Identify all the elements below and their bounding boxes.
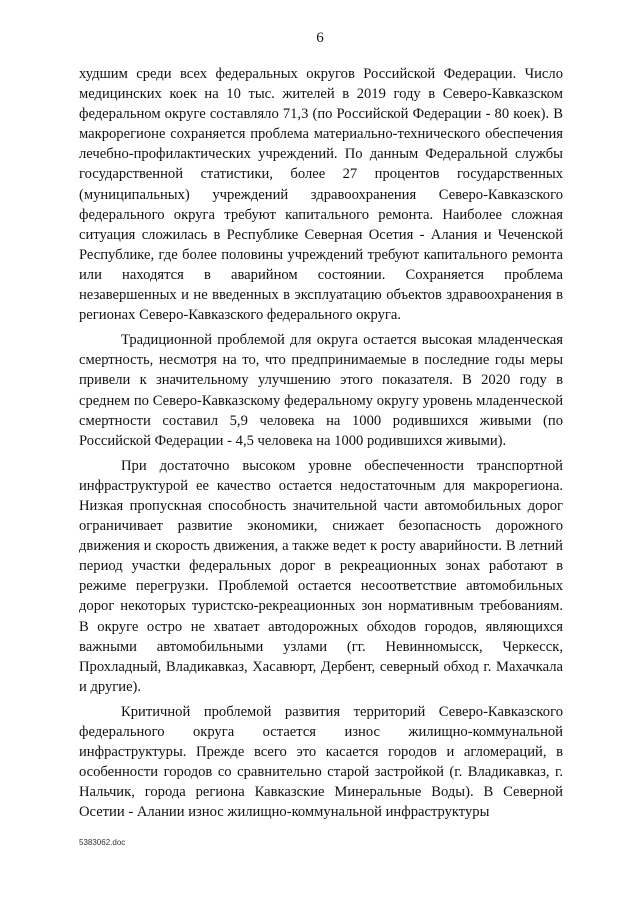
document-body — [79, 64, 563, 822]
page-number: 6 — [316, 30, 324, 46]
paragraph-transport: При достаточно высоком уровне обеспеченности транспортной инфраструктурой ее качество остается недостаточным для макрорегиона. Низкая пропускная способность значительной части автомобильных дорог ограничивает развитие экономики, снижает безопасность дорожного движения и скорость движения, а также ведет к росту аварийности. В летний период участки федеральных дорог в рекреационных зонах работают в режиме перегрузки. Проблемой остается несоответствие автомобильных дорог некоторых туристско-рекреационных зон нормативным требованиям. В округе остро не хватает автодорожных обходов городов, являющихся важными автомобильными узлами (гг. Невинномысск, Черкесск, Прохладный, Владикавказ, Хасавюрт, Дербент, северный обход г. Махачкала и другие). — [79, 457, 563, 695]
footer-filename: 5383062.doc — [79, 838, 126, 847]
paragraph-infant-mortality: Традиционной проблемой для округа остается высокая младенческая смертность, несмотря на то, что предпринимаемые в последние годы меры привели к значительному улучшению этого показателя. В 2020 году в среднем по Северо-Кавказскому федеральному округу уровень младенческой смертности составил 5,9 человека на 1000 родившихся живыми (по Российской Федерации - 4,5 человека на 1000 родившихся живыми). — [79, 332, 563, 449]
paragraph-healthcare: худшим среди всех федеральных округов Российской Федерации. Число медицинских коек на 10 тыс. жителей в 2019 году в Северо-Кавказском федеральном округе составляло 71,3 (по Российской Федерации - 80 коек). В макрорегионе сохраняется проблема материально-технического обеспечения лечебно-профилактических учреждений. По данным Федеральной службы государственной статистики, более 27 процентов государственных (муниципальных) учреждений здравоохранения Северо-Кавказского федерального округа требуют капитального ремонта. Наиболее сложная ситуация сложилась в Республике Северная Осетия - Алания и Чеченской Республике, где более половины учреждений требуют капитального ремонта или находятся в аварийном состоянии. Сохраняется проблема незавершенных и не введенных в эксплуатацию объектов здравоохранения в регионах Северо-Кавказского федерального округа. — [79, 66, 563, 324]
paragraph-housing: Критичной проблемой развития территорий Северо-Кавказского федерального округа остается износ жилищно-коммунальной инфраструктуры. Прежде всего это касается городов и агломераций, в особенности городов со сравнительно старой застройкой (г. Владикавказ, г. Нальчик, города региона Кавказские Минеральные Воды). В Северной Осетии - Алании износ жилищно-коммунальной инфраструктуры — [79, 703, 563, 821]
